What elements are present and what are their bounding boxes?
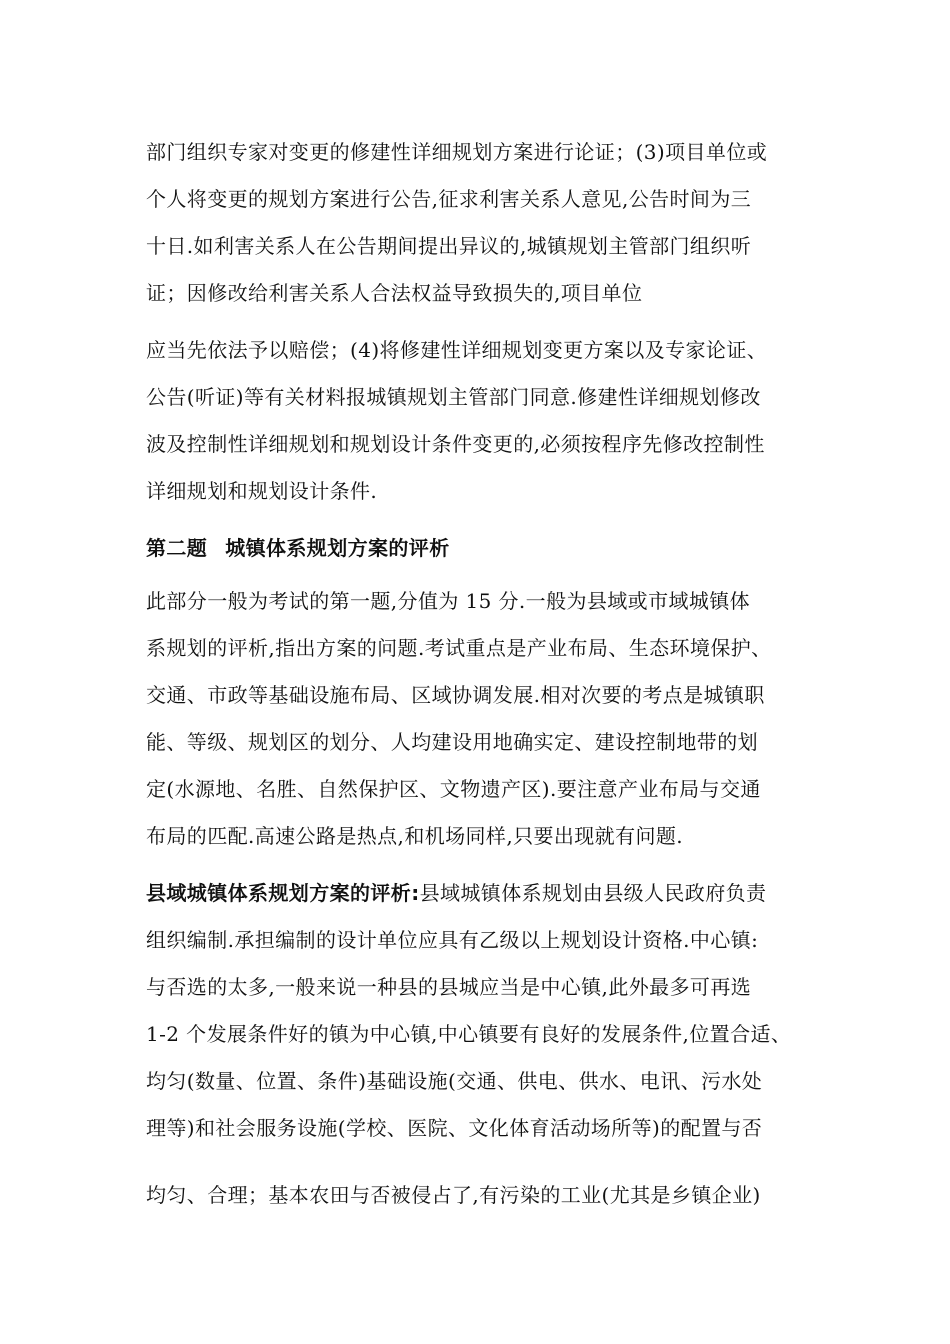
lead-rest: 县域城镇体系规划由县级人民政府负责: [419, 881, 767, 905]
paragraph-line: 部门组织专家对变更的修建性详细规划方案进行论证；(3)项目单位或: [146, 140, 768, 164]
heading-label: 第二题: [146, 536, 208, 560]
paragraph-line: 布局的匹配.高速公路是热点,和机场同样,只要出现就有问题.: [146, 824, 684, 848]
paragraph-line: 组织编制.承担编制的设计单位应具有乙级以上规划设计资格.中心镇:: [146, 928, 759, 952]
section-heading: [146, 534, 826, 562]
paragraph-line: 个人将变更的规划方案进行公告,征求利害关系人意见,公告时间为三: [146, 187, 752, 211]
paragraph-line: 详细规划和规划设计条件.: [146, 479, 378, 503]
paragraph-line: 交通、市政等基础设施布局、区域协调发展.相对次要的考点是城镇职: [146, 683, 765, 707]
paragraph-line: 波及控制性详细规划和规划设计条件变更的,必须按程序先修改控制性: [146, 432, 765, 456]
paragraph-line: 公告(听证)等有关材料报城镇规划主管部门同意.修建性详细规划修改: [146, 385, 761, 409]
paragraph-line: 均匀(数量、位置、条件)基础设施(交通、供电、供水、电讯、污水处: [146, 1069, 763, 1093]
paragraph-line: 与否选的太多,一般来说一种县的县城应当是中心镇,此外最多可再选: [146, 975, 752, 999]
paragraph-line: 1-2 个发展条件好的镇为中心镇,中心镇要有良好的发展条件,位置合适、: [146, 1022, 792, 1046]
paragraph-line: 系规划的评析,指出方案的问题.考试重点是产业布局、生态环境保护、: [146, 636, 772, 660]
paragraph-line: 能、等级、规划区的划分、人均建设用地确实定、建设控制地带的划: [146, 730, 758, 754]
paragraph-line: 应当先依法予以赔偿；(4)将修建性详细规划变更方案以及专家论证、: [146, 338, 768, 362]
paragraph-line: 此部分一般为考试的第一题,分值为 15 分.一般为县域或市域城镇体: [146, 589, 751, 613]
paragraph-line: 定(水源地、名胜、自然保护区、文物遗产区).要注意产业布局与交通: [146, 777, 761, 801]
paragraph-line: 十日.如利害关系人在公告期间提出异议的,城镇规划主管部门组织听: [146, 234, 752, 258]
paragraph-line: 理等)和社会服务设施(学校、医院、文化体育活动场所等)的配置与否: [146, 1116, 763, 1140]
paragraph-line: 均匀、合理；基本农田与否被侵占了,有污染的工业(尤其是乡镇企业): [146, 1183, 761, 1207]
paragraph-line: [146, 879, 826, 907]
paragraph-line: 证；因修改给利害关系人合法权益导致损失的,项目单位: [146, 281, 643, 305]
heading-title: 城镇体系规划方案的评析: [225, 536, 450, 560]
bold-lead: 县域城镇体系规划方案的评析:: [146, 881, 420, 905]
